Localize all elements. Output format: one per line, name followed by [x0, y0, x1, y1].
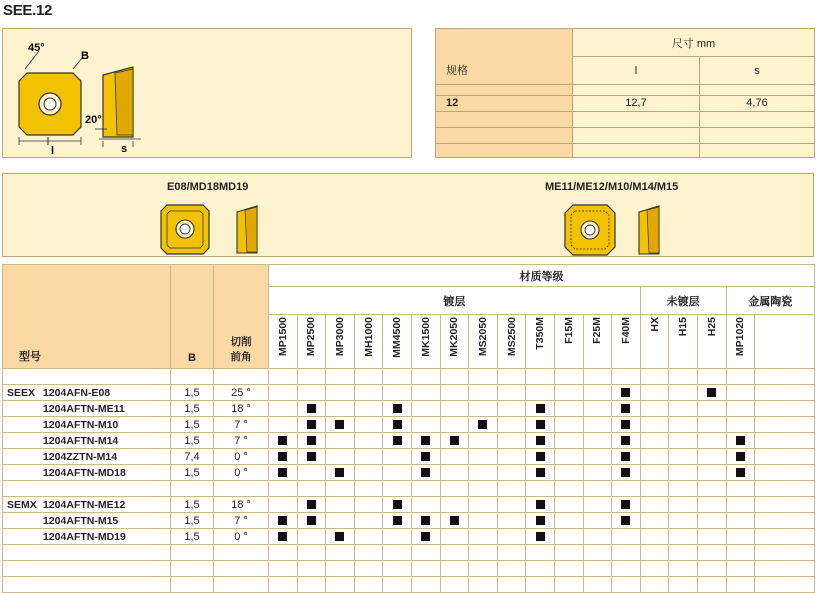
availability-mark-icon — [536, 436, 545, 445]
grade-cell — [297, 529, 326, 545]
grade-column-header: H15 — [669, 315, 698, 369]
model-cell — [3, 433, 171, 449]
grade-cell — [583, 417, 612, 433]
grade-cell — [411, 529, 440, 545]
availability-mark-icon — [335, 532, 344, 541]
grade-column-header: F25M — [583, 315, 612, 369]
availability-mark-icon — [736, 452, 745, 461]
grade-cell — [554, 513, 583, 529]
rake-header: 切削 前角 — [214, 265, 269, 369]
grade-cell — [497, 449, 526, 465]
grade-cell — [612, 385, 641, 401]
b-cell: 7,4 — [171, 449, 214, 465]
grade-cell — [354, 385, 383, 401]
grade-cell — [554, 433, 583, 449]
grade-cell — [497, 465, 526, 481]
grade-cell — [440, 529, 469, 545]
grade-column-header: MS2050 — [469, 315, 498, 369]
grade-cell — [354, 401, 383, 417]
availability-mark-icon — [621, 436, 630, 445]
grade-cell — [697, 385, 726, 401]
availability-mark-icon — [536, 532, 545, 541]
b-cell: 1,5 — [171, 513, 214, 529]
grade-cell — [297, 385, 326, 401]
b-cell: 1,5 — [171, 465, 214, 481]
grade-cell — [526, 529, 555, 545]
grade-cell — [269, 449, 298, 465]
grade-cell — [640, 449, 669, 465]
grade-cell — [297, 465, 326, 481]
grade-cell — [583, 497, 612, 513]
grade-cell — [411, 449, 440, 465]
coated-header: 镀层 — [269, 287, 641, 315]
grade-cell — [440, 513, 469, 529]
availability-mark-icon — [307, 420, 316, 429]
availability-mark-icon — [393, 404, 402, 413]
availability-mark-icon — [393, 420, 402, 429]
availability-mark-icon — [278, 468, 287, 477]
model-cell — [3, 449, 171, 465]
grade-cell — [697, 401, 726, 417]
grade-cell — [297, 417, 326, 433]
availability-mark-icon — [393, 436, 402, 445]
grade-column-header: MP2500 — [297, 315, 326, 369]
grade-cell — [383, 497, 412, 513]
variant-drawings — [3, 174, 813, 256]
grade-cell — [354, 417, 383, 433]
grade-cell — [612, 497, 641, 513]
table-row — [3, 449, 815, 465]
grade-cell — [726, 401, 755, 417]
grade-cell — [669, 417, 698, 433]
grade-column-header: HX — [640, 315, 669, 369]
availability-mark-icon — [421, 436, 430, 445]
grade-cell — [640, 401, 669, 417]
grade-cell — [583, 529, 612, 545]
grade-cell — [326, 513, 355, 529]
grade-cell — [354, 529, 383, 545]
availability-mark-icon — [421, 452, 430, 461]
grade-cell — [583, 385, 612, 401]
availability-mark-icon — [621, 516, 630, 525]
grade-column-header: MP3000 — [326, 315, 355, 369]
grade-cell — [497, 433, 526, 449]
availability-mark-icon — [621, 388, 630, 397]
l-header: l — [573, 57, 700, 85]
grade-cell — [411, 433, 440, 449]
grade-cell — [669, 529, 698, 545]
cermet-header: 金属陶瓷 — [726, 287, 815, 315]
rake-angle-cell: 0 ° — [214, 449, 269, 465]
availability-mark-icon — [393, 516, 402, 525]
grade-cell — [497, 497, 526, 513]
grade-cell — [269, 401, 298, 417]
model-name: 1204AFTN-MD19 — [43, 530, 126, 543]
grade-cell — [554, 529, 583, 545]
grade-cell — [526, 401, 555, 417]
grade-cell — [554, 449, 583, 465]
availability-mark-icon — [536, 516, 545, 525]
grade-cell — [326, 433, 355, 449]
model-name: 1204ZZTN-M14 — [43, 450, 118, 463]
grade-cell — [411, 401, 440, 417]
availability-mark-icon — [278, 532, 287, 541]
grade-cell — [726, 417, 755, 433]
grade-cell — [469, 385, 498, 401]
model-name: 1204AFTN-M10 — [43, 418, 119, 431]
grade-cell — [640, 529, 669, 545]
table-row — [3, 529, 815, 545]
grade-cell — [269, 529, 298, 545]
grade-cell — [440, 401, 469, 417]
grade-cell — [411, 497, 440, 513]
availability-mark-icon — [736, 468, 745, 477]
table-row — [3, 433, 815, 449]
model-name: 1204AFTN-M14 — [43, 434, 119, 447]
availability-mark-icon — [278, 436, 287, 445]
grade-cell — [526, 417, 555, 433]
grade-cell — [526, 433, 555, 449]
grade-cell — [269, 433, 298, 449]
grade-cell — [440, 417, 469, 433]
grade-column-header: H25 — [697, 315, 726, 369]
grade-cell — [583, 449, 612, 465]
grade-column-header: MH1000 — [354, 315, 383, 369]
grade-cell — [383, 529, 412, 545]
model-name: 1204AFTN-ME12 — [43, 498, 126, 511]
availability-mark-icon — [621, 500, 630, 509]
grade-cell — [726, 465, 755, 481]
grade-cell — [354, 449, 383, 465]
grade-column-header: MP1500 — [269, 315, 298, 369]
availability-mark-icon — [307, 516, 316, 525]
grade-cell — [583, 433, 612, 449]
grade-cell — [726, 497, 755, 513]
grade-cell — [669, 385, 698, 401]
grade-cell — [526, 465, 555, 481]
grade-cell — [440, 465, 469, 481]
grade-cell — [497, 529, 526, 545]
model-cell — [3, 497, 171, 513]
availability-mark-icon — [335, 468, 344, 477]
grade-cell — [383, 385, 412, 401]
grade-table — [2, 264, 815, 593]
grade-column-header: MM4500 — [383, 315, 412, 369]
grade-cell — [383, 433, 412, 449]
availability-mark-icon — [621, 452, 630, 461]
grade-cell — [326, 465, 355, 481]
grade-cell — [469, 529, 498, 545]
grade-cell — [612, 417, 641, 433]
grade-cell — [469, 433, 498, 449]
grade-cell — [612, 513, 641, 529]
grade-cell — [469, 417, 498, 433]
variant-right-label: ME11/ME12/M10/M14/M15 — [545, 181, 679, 193]
grade-cell — [640, 465, 669, 481]
grade-cell — [640, 417, 669, 433]
grade-cell — [326, 497, 355, 513]
grade-cell — [640, 513, 669, 529]
availability-mark-icon — [450, 516, 459, 525]
b-cell: 1,5 — [171, 529, 214, 545]
grade-column-header: F15M — [554, 315, 583, 369]
availability-mark-icon — [450, 436, 459, 445]
model-cell — [3, 529, 171, 545]
grade-cell — [383, 465, 412, 481]
b-cell: 1,5 — [171, 385, 214, 401]
grade-cell — [469, 401, 498, 417]
grade-cell — [526, 497, 555, 513]
insert-drawing — [3, 29, 413, 159]
grade-cell — [269, 385, 298, 401]
grade-cell — [469, 449, 498, 465]
availability-mark-icon — [307, 500, 316, 509]
availability-mark-icon — [393, 500, 402, 509]
availability-mark-icon — [421, 516, 430, 525]
b-label: B — [81, 50, 89, 62]
angle-top-label: 45° — [28, 42, 45, 54]
grade-cell — [697, 513, 726, 529]
table-row — [3, 513, 815, 529]
grade-cell — [440, 433, 469, 449]
table-row — [3, 385, 815, 401]
material-grade-header: 材质等级 — [269, 265, 815, 287]
grade-cell — [411, 417, 440, 433]
rake-angle-cell: 0 ° — [214, 465, 269, 481]
rake-angle-cell: 18 ° — [214, 401, 269, 417]
grade-cell — [497, 513, 526, 529]
grade-cell — [526, 449, 555, 465]
grade-cell — [583, 465, 612, 481]
availability-mark-icon — [536, 468, 545, 477]
rake-angle-cell: 7 ° — [214, 513, 269, 529]
series-label: SEEX — [7, 386, 36, 399]
model-cell — [3, 417, 171, 433]
grade-cell — [469, 497, 498, 513]
availability-mark-icon — [421, 468, 430, 477]
availability-mark-icon — [536, 452, 545, 461]
grade-cell — [411, 513, 440, 529]
grade-cell — [354, 465, 383, 481]
b-cell: 1,5 — [171, 401, 214, 417]
grade-cell — [440, 449, 469, 465]
rake-angle-cell: 7 ° — [214, 433, 269, 449]
model-header: 型号 — [3, 265, 171, 369]
table-row: 12 12,7 4,76 — [436, 95, 815, 111]
grade-cell — [583, 513, 612, 529]
grade-column-header: F40M — [612, 315, 641, 369]
availability-mark-icon — [478, 420, 487, 429]
grade-cell — [411, 385, 440, 401]
grade-cell — [326, 385, 355, 401]
grade-cell — [583, 401, 612, 417]
grade-cell — [269, 513, 298, 529]
availability-mark-icon — [536, 404, 545, 413]
b-cell: 1,5 — [171, 417, 214, 433]
grade-cell — [554, 497, 583, 513]
grade-cell — [726, 385, 755, 401]
availability-mark-icon — [621, 468, 630, 477]
s-label: s — [121, 143, 128, 155]
availability-mark-icon — [536, 500, 545, 509]
grade-cell — [497, 417, 526, 433]
series-label: SEMX — [7, 498, 37, 511]
model-name: 1204AFN-E08 — [43, 386, 111, 399]
grade-cell — [269, 465, 298, 481]
grade-cell — [326, 529, 355, 545]
grade-cell — [697, 449, 726, 465]
grade-cell — [497, 385, 526, 401]
model-name: 1204AFTN-M15 — [43, 514, 119, 527]
grade-cell — [554, 465, 583, 481]
availability-mark-icon — [707, 388, 716, 397]
grade-cell — [697, 417, 726, 433]
grade-column-header: T350M — [526, 315, 555, 369]
grade-cell — [669, 433, 698, 449]
grade-cell — [383, 513, 412, 529]
uncoated-header: 未镀层 — [640, 287, 726, 315]
grade-cell — [669, 513, 698, 529]
grade-cell — [726, 433, 755, 449]
grade-cell — [526, 513, 555, 529]
availability-mark-icon — [621, 420, 630, 429]
grade-column-header: MS2500 — [497, 315, 526, 369]
availability-mark-icon — [736, 436, 745, 445]
availability-mark-icon — [335, 420, 344, 429]
grade-cell — [697, 433, 726, 449]
rake-angle-cell: 25 ° — [214, 385, 269, 401]
grade-cell — [612, 529, 641, 545]
grade-cell — [354, 513, 383, 529]
grade-cell — [526, 385, 555, 401]
grade-cell — [354, 433, 383, 449]
grade-cell — [469, 513, 498, 529]
grade-cell — [354, 497, 383, 513]
grade-cell — [411, 465, 440, 481]
table-row — [3, 465, 815, 481]
rake-angle-cell: 0 ° — [214, 529, 269, 545]
s-header: s — [700, 57, 815, 85]
grade-column-header: MK2050 — [440, 315, 469, 369]
grade-cell — [697, 497, 726, 513]
grade-cell — [669, 497, 698, 513]
grade-cell — [640, 433, 669, 449]
model-cell — [3, 465, 171, 481]
grade-cell — [297, 449, 326, 465]
model-cell — [3, 385, 171, 401]
rake-angle-cell: 18 ° — [214, 497, 269, 513]
grade-cell — [669, 401, 698, 417]
grade-cell — [669, 465, 698, 481]
grade-cell — [726, 513, 755, 529]
grade-cell — [469, 465, 498, 481]
model-cell — [3, 401, 171, 417]
grade-cell — [326, 449, 355, 465]
dimension-table — [435, 28, 815, 158]
grade-cell — [383, 417, 412, 433]
availability-mark-icon — [421, 532, 430, 541]
grade-cell — [612, 433, 641, 449]
grade-cell — [440, 497, 469, 513]
insert-dimension-diagram — [2, 28, 412, 158]
availability-mark-icon — [307, 452, 316, 461]
b-cell: 1,5 — [171, 433, 214, 449]
grade-cell — [640, 385, 669, 401]
availability-mark-icon — [278, 516, 287, 525]
grade-cell — [554, 385, 583, 401]
grade-column-header: MK1500 — [411, 315, 440, 369]
grade-cell — [497, 401, 526, 417]
size-header: 尺寸 mm — [573, 29, 815, 57]
availability-mark-icon — [307, 436, 316, 445]
variant-left-label: E08/MD18MD19 — [167, 181, 249, 193]
grade-cell — [612, 449, 641, 465]
variant-panel — [2, 173, 814, 257]
grade-cell — [297, 513, 326, 529]
model-name: 1204AFTN-ME11 — [43, 402, 125, 415]
grade-column-header: MP1020 — [726, 315, 755, 369]
table-row — [3, 497, 815, 513]
grade-cell — [440, 385, 469, 401]
grade-cell — [726, 449, 755, 465]
grade-cell — [612, 401, 641, 417]
availability-mark-icon — [307, 404, 316, 413]
table-row — [3, 401, 815, 417]
grade-cell — [640, 497, 669, 513]
grade-cell — [383, 449, 412, 465]
table-row — [3, 417, 815, 433]
availability-mark-icon — [278, 452, 287, 461]
availability-mark-icon — [536, 420, 545, 429]
grade-cell — [269, 497, 298, 513]
page-title: SEE.12 — [3, 2, 53, 19]
b-header: B — [171, 265, 214, 369]
grade-cell — [554, 401, 583, 417]
grade-cell — [554, 417, 583, 433]
grade-cell — [726, 529, 755, 545]
grade-cell — [669, 449, 698, 465]
rake-angle-cell: 7 ° — [214, 417, 269, 433]
grade-cell — [612, 465, 641, 481]
b-cell: 1,5 — [171, 497, 214, 513]
spec-header: 规格 — [436, 29, 573, 85]
model-name: 1204AFTN-MD18 — [43, 466, 126, 479]
grade-cell — [297, 401, 326, 417]
grade-cell — [297, 433, 326, 449]
grade-cell — [697, 465, 726, 481]
grade-cell — [269, 417, 298, 433]
availability-mark-icon — [621, 404, 630, 413]
grade-cell — [297, 497, 326, 513]
l-label: l — [51, 145, 55, 157]
grade-cell — [326, 401, 355, 417]
angle-side-label: 20° — [85, 114, 102, 126]
grade-cell — [326, 417, 355, 433]
grade-cell — [383, 401, 412, 417]
grade-cell — [697, 529, 726, 545]
model-cell — [3, 513, 171, 529]
